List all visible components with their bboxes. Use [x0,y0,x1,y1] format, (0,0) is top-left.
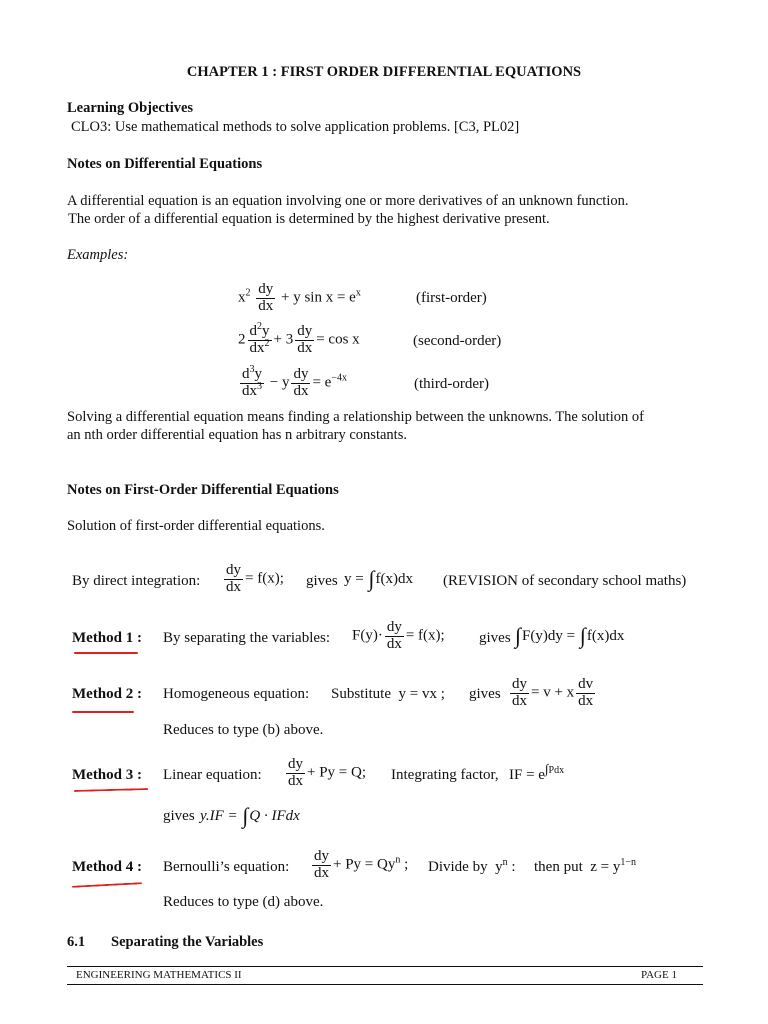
method-2-substitute: Substitute y = vx ; [331,686,445,702]
notes-de-para1-line2: The order of a differential equation is determined by the highest derivative present. [68,211,550,227]
direct-integration-result: y = ∫f(x)dx [344,566,413,591]
direct-integration-gives: gives [306,573,338,589]
example-eq-first-order: $x^2$ $\frac{dy}{dx}$ + y $\sin x = e^x$ [238,281,361,314]
method-4-label: Method 4 : [72,859,142,875]
chapter-title: CHAPTER 1 : FIRST ORDER DIFFERENTIAL EQUATIONS [186,64,582,80]
method-2-underline [72,711,134,713]
method-4-note: Reduces to type (d) above. [163,894,324,910]
method-2-desc: Homogeneous equation: [163,686,310,702]
learning-objectives-heading: Learning Objectives [67,100,194,116]
method-3-result: y.IF = ∫Q · IFdx [200,803,300,828]
footer-right: PAGE 1 [641,969,677,981]
method-2-note: Reduces to type (b) above. [163,722,324,738]
method-1-gives: gives [479,630,511,646]
method-1-eq: F(y)· $\frac{dy}{dx}$ = f(x); [352,619,445,652]
method-4-underline [72,882,142,888]
method-3-if-eq: IF = $e^{\int Pdx}$ [509,761,565,783]
notes-de-para1-line1: A differential equation is an equation involving one or more derivatives of an unknown function. [67,193,629,209]
direct-integration-note: (REVISION of secondary school maths) [443,573,687,589]
example-label-first-order: (first-order) [416,290,487,306]
examples-label: Examples: [67,247,129,263]
method-1-desc: By separating the variables: [163,630,331,646]
method-1-result: ∫F(y)dy = ∫f(x)dx [515,623,625,648]
method-3-label: Method 3 : [72,767,142,783]
notes-de-heading: Notes on Differential Equations [67,156,263,172]
method-4-then: then put $z = y^{1-n}$ [534,857,637,875]
notes-de-para2-line2: an nth order differential equation has n arbitrary constants. [67,427,407,443]
example-label-second-order: (second-order) [413,333,502,349]
method-4-eq: $\frac{dy}{dx}$ + $Py = Qy^n$ ; [314,848,409,881]
method-2-gives: gives [469,686,501,702]
method-2-label: Method 2 : [72,686,142,702]
notes-de-para2-line1: Solving a differential equation means finding a relationship between the unknowns. The solution of [67,409,644,425]
footer-left: ENGINEERING MATHEMATICS II [76,969,242,981]
example-eq-third-order: $\frac{d^3y}{dx^3}$ − y $\frac{dy}{dx}$ = $e^{-4x}$ [242,364,347,399]
method-3-if-label: Integrating factor, [391,767,499,783]
footer-rule-top [67,966,703,967]
method-1-label: Method 1 : [72,630,142,646]
direct-integration-eq: $\frac{dy}{dx}$ = f(x); [226,562,284,595]
notes-first-order-heading: Notes on First-Order Differential Equations [67,482,339,498]
example-label-third-order: (third-order) [414,376,489,392]
section-number: 6.1 [67,934,86,950]
section-title: Separating the Variables [111,934,264,950]
method-3-gives: gives [163,808,195,824]
method-4-desc: Bernoulli’s equation: [163,859,290,875]
example-eq-second-order: 2 $\frac{d^2y}{dx^2}$ + 3 $\frac{dy}{dx}$ = cos x [238,321,360,356]
notes-first-order-intro: Solution of first-order differential equations. [67,518,325,534]
footer-rule-bottom [67,984,703,985]
learning-objectives-text: CLO3: Use mathematical methods to solve application problems. [C3, PL02] [71,119,520,135]
method-3-eq: $\frac{dy}{dx}$ + Py = Q; [288,756,367,789]
method-3-underline [74,788,148,792]
method-1-underline [74,652,138,654]
method-3-desc: Linear equation: [163,767,262,783]
method-4-divide: Divide by $y^n$ : [428,857,516,875]
method-2-result: $\frac{dy}{dx}$ = v + x $\frac{dv}{dx}$ [512,676,594,709]
direct-integration-label: By direct integration: [72,573,201,589]
